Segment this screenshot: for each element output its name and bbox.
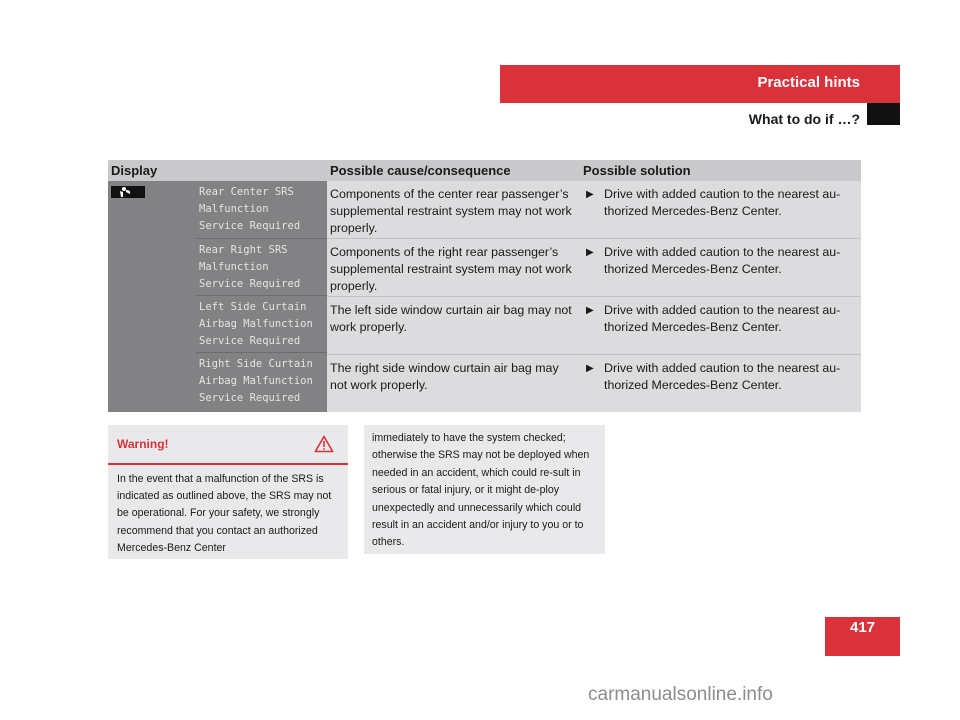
srs-airbag-icon [111, 186, 145, 198]
header-tab-mark [867, 103, 900, 125]
warning-text: In the event that a malfunction of the SRS is indicated as outlined above, the SRS may not be operational. For your safety, we strongly recommend that you contact an authorized Mercedes-Benz Center [117, 473, 332, 554]
display-column [108, 181, 327, 412]
warning-continuation-box [364, 425, 605, 554]
table-row [327, 354, 861, 412]
solution-cell: Drive with added caution to the nearest au-thorized Mercedes-Benz Center. [604, 361, 841, 392]
solution-cell: Drive with added caution to the nearest au-thorized Mercedes-Benz Center. [604, 245, 841, 276]
section-title: Practical hints [757, 74, 860, 91]
solution-cell: Drive with added caution to the nearest au-thorized Mercedes-Benz Center. [604, 303, 841, 334]
table-row [327, 238, 861, 296]
subsection-title: What to do if …? [748, 111, 860, 127]
table-header [108, 160, 861, 181]
cause-cell: Components of the center rear passenger’s supplemental restraint system may not work properly. [330, 187, 572, 235]
warning-triangle-icon [314, 435, 334, 458]
section-header-bar [500, 65, 900, 103]
table-row [327, 181, 861, 238]
column-header-cause: Possible cause/consequence [330, 163, 511, 178]
page-number: 417 [825, 617, 900, 656]
triangle-right-icon: ▶ [586, 247, 594, 258]
triangle-right-icon: ▶ [586, 305, 594, 316]
display-message: Rear Right SRS Malfunction Service Required [196, 238, 327, 295]
cause-cell: Components of the right rear passenger’s supplemental restraint system may not work properly. [330, 245, 572, 293]
display-message: Rear Center SRS Malfunction Service Required [199, 186, 301, 232]
watermark: carmanualsonline.info [588, 684, 773, 705]
column-header-solution: Possible solution [583, 163, 691, 178]
column-header-display: Display [111, 163, 158, 178]
triangle-right-icon: ▶ [586, 363, 594, 374]
warning-title: Warning! [117, 437, 169, 451]
triangle-right-icon: ▶ [586, 189, 594, 200]
display-message: Right Side Curtain Airbag Malfunction Service Required [196, 352, 327, 409]
srs-messages-table [108, 160, 861, 412]
warning-box [108, 425, 348, 559]
cause-cell: The left side window curtain air bag may not work properly. [330, 303, 572, 334]
warning-text-continued: immediately to have the system checked; otherwise the SRS may not be deployed when needed in an accident, which could re-sult in serious or fatal injury, or it might de-ploy unexpectedly and unnecessarily which could result in an accident and/or injury to you or to others. [372, 432, 590, 549]
cause-cell: The right side window curtain air bag may not work properly. [330, 361, 559, 392]
table-row [327, 296, 861, 354]
display-message: Left Side Curtain Airbag Malfunction Service Required [196, 295, 327, 352]
solution-cell: Drive with added caution to the nearest au-thorized Mercedes-Benz Center. [604, 187, 841, 218]
